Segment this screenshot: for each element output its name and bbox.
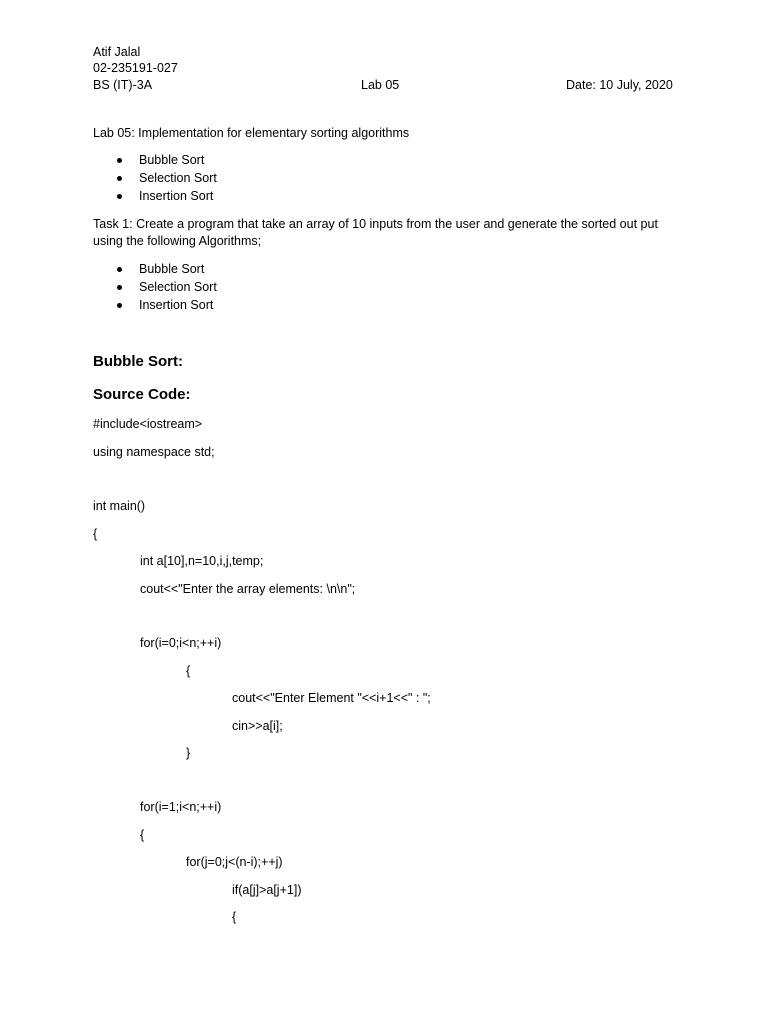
list-item: Insertion Sort — [93, 188, 217, 206]
author-name: Atif Jalal — [93, 45, 141, 59]
code-line: using namespace std; — [93, 445, 215, 459]
bullet-icon — [117, 158, 122, 163]
code-line: { — [232, 910, 237, 924]
code-line: int a[10],n=10,i,j,temp; — [140, 554, 264, 568]
code-line: { — [140, 828, 145, 842]
bullet-icon — [117, 267, 122, 272]
bullet-icon — [117, 194, 122, 199]
code-line: if(a[j]>a[j+1]) — [232, 883, 302, 897]
code-line: cout<<"Enter the array elements: \n\n"; — [140, 582, 356, 596]
student-id: 02-235191-027 — [93, 61, 178, 75]
list-item: Bubble Sort — [93, 152, 217, 170]
section-heading: Bubble Sort: — [93, 353, 183, 370]
lab-date: Date: 10 July, 2020 — [566, 78, 673, 92]
code-line: for(i=0;i<n;++i) — [140, 636, 222, 650]
code-line: for(j=0;j<(n-i);++j) — [186, 855, 283, 869]
bullet-icon — [117, 176, 122, 181]
bullet-icon — [117, 285, 122, 290]
lab-title: Lab 05: Implementation for elementary sorting algorithms — [93, 126, 410, 140]
code-line: { — [93, 527, 98, 541]
code-line: for(i=1;i<n;++i) — [140, 800, 222, 814]
code-line: int main() — [93, 499, 146, 513]
code-line: #include<iostream> — [93, 417, 203, 431]
task-algorithm-list — [93, 261, 217, 315]
list-item: Selection Sort — [93, 170, 217, 188]
code-line: { — [186, 664, 191, 678]
bullet-icon — [117, 303, 122, 308]
code-line: cin>>a[i]; — [232, 719, 283, 733]
lab-number: Lab 05 — [361, 78, 400, 92]
source-code-heading: Source Code: — [93, 386, 191, 403]
class-section: BS (IT)-3A — [93, 78, 153, 92]
task-description: Task 1: Create a program that take an array of 10 inputs from the user and generate the sorted out put using the following Algorithms; — [93, 217, 658, 248]
algorithm-list — [93, 152, 217, 206]
code-line: cout<<"Enter Element "<<i+1<<" : "; — [232, 691, 431, 705]
code-line: } — [186, 746, 191, 760]
list-item: Selection Sort — [93, 279, 217, 297]
list-item: Bubble Sort — [93, 261, 217, 279]
list-item: Insertion Sort — [93, 297, 217, 315]
